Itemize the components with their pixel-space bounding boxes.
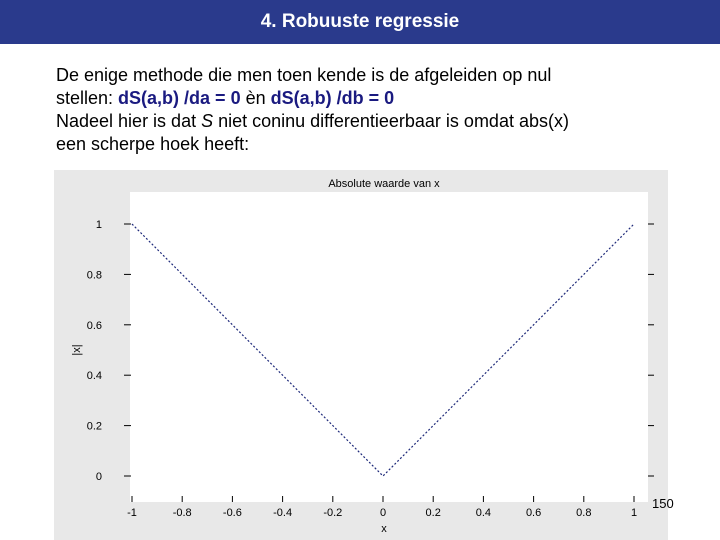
page-number: 150 [652, 496, 674, 511]
y-axis-label: |x| [71, 344, 83, 356]
x-tick-label: 0.2 [425, 507, 441, 519]
body-line-2-prefix: stellen: [56, 88, 119, 108]
y-tick-label: 0 [95, 471, 102, 483]
body-text [56, 64, 696, 156]
body-line-3b: niet coninu differentieerbaar is omdat abs(x) [213, 111, 569, 131]
x-tick-label: 1 [630, 507, 638, 519]
equation-db: dS(a,b) /db = 0 [270, 88, 395, 108]
body-line-1: De enige methode die men toen kende is de afgeleiden op nul [56, 65, 552, 85]
x-tick-label: -0.2 [323, 507, 343, 519]
body-line-2-mid: èn [240, 88, 271, 108]
plot-area [130, 192, 648, 502]
body-line-3-s: S [201, 111, 214, 131]
x-tick-label: 0.6 [525, 507, 542, 519]
body-line-3 [56, 110, 696, 133]
y-tick-label: 1 [95, 219, 102, 231]
body-line-4: een scherpe hoek heeft: [56, 134, 250, 154]
equation-da: dS(a,b) /da = 0 [118, 88, 241, 108]
x-tick-label: 0.8 [576, 507, 592, 519]
slide-title: 4. Robuuste regressie [260, 11, 460, 32]
chart-title: Absolute waarde van x [328, 178, 440, 190]
x-tick-label: 0.4 [475, 507, 492, 519]
x-axis-label: x [381, 523, 387, 535]
x-tick-label: -0.6 [222, 507, 242, 519]
body-line-3a: Nadeel hier is dat [56, 111, 202, 131]
y-tick-label: 0.4 [86, 370, 102, 383]
title-bar [0, 0, 720, 44]
chart-svg [54, 170, 668, 540]
chart [54, 170, 668, 540]
body-line-2 [56, 87, 696, 110]
x-tick-label: 0 [379, 507, 387, 519]
y-tick-label: 0.6 [86, 319, 102, 332]
x-tick-label: -0.8 [172, 507, 192, 519]
x-tick-label: -0.4 [273, 507, 293, 519]
y-tick-label: 0.8 [86, 269, 102, 282]
y-tick-label: 0.2 [86, 420, 102, 433]
x-tick-label: -1 [127, 507, 137, 519]
